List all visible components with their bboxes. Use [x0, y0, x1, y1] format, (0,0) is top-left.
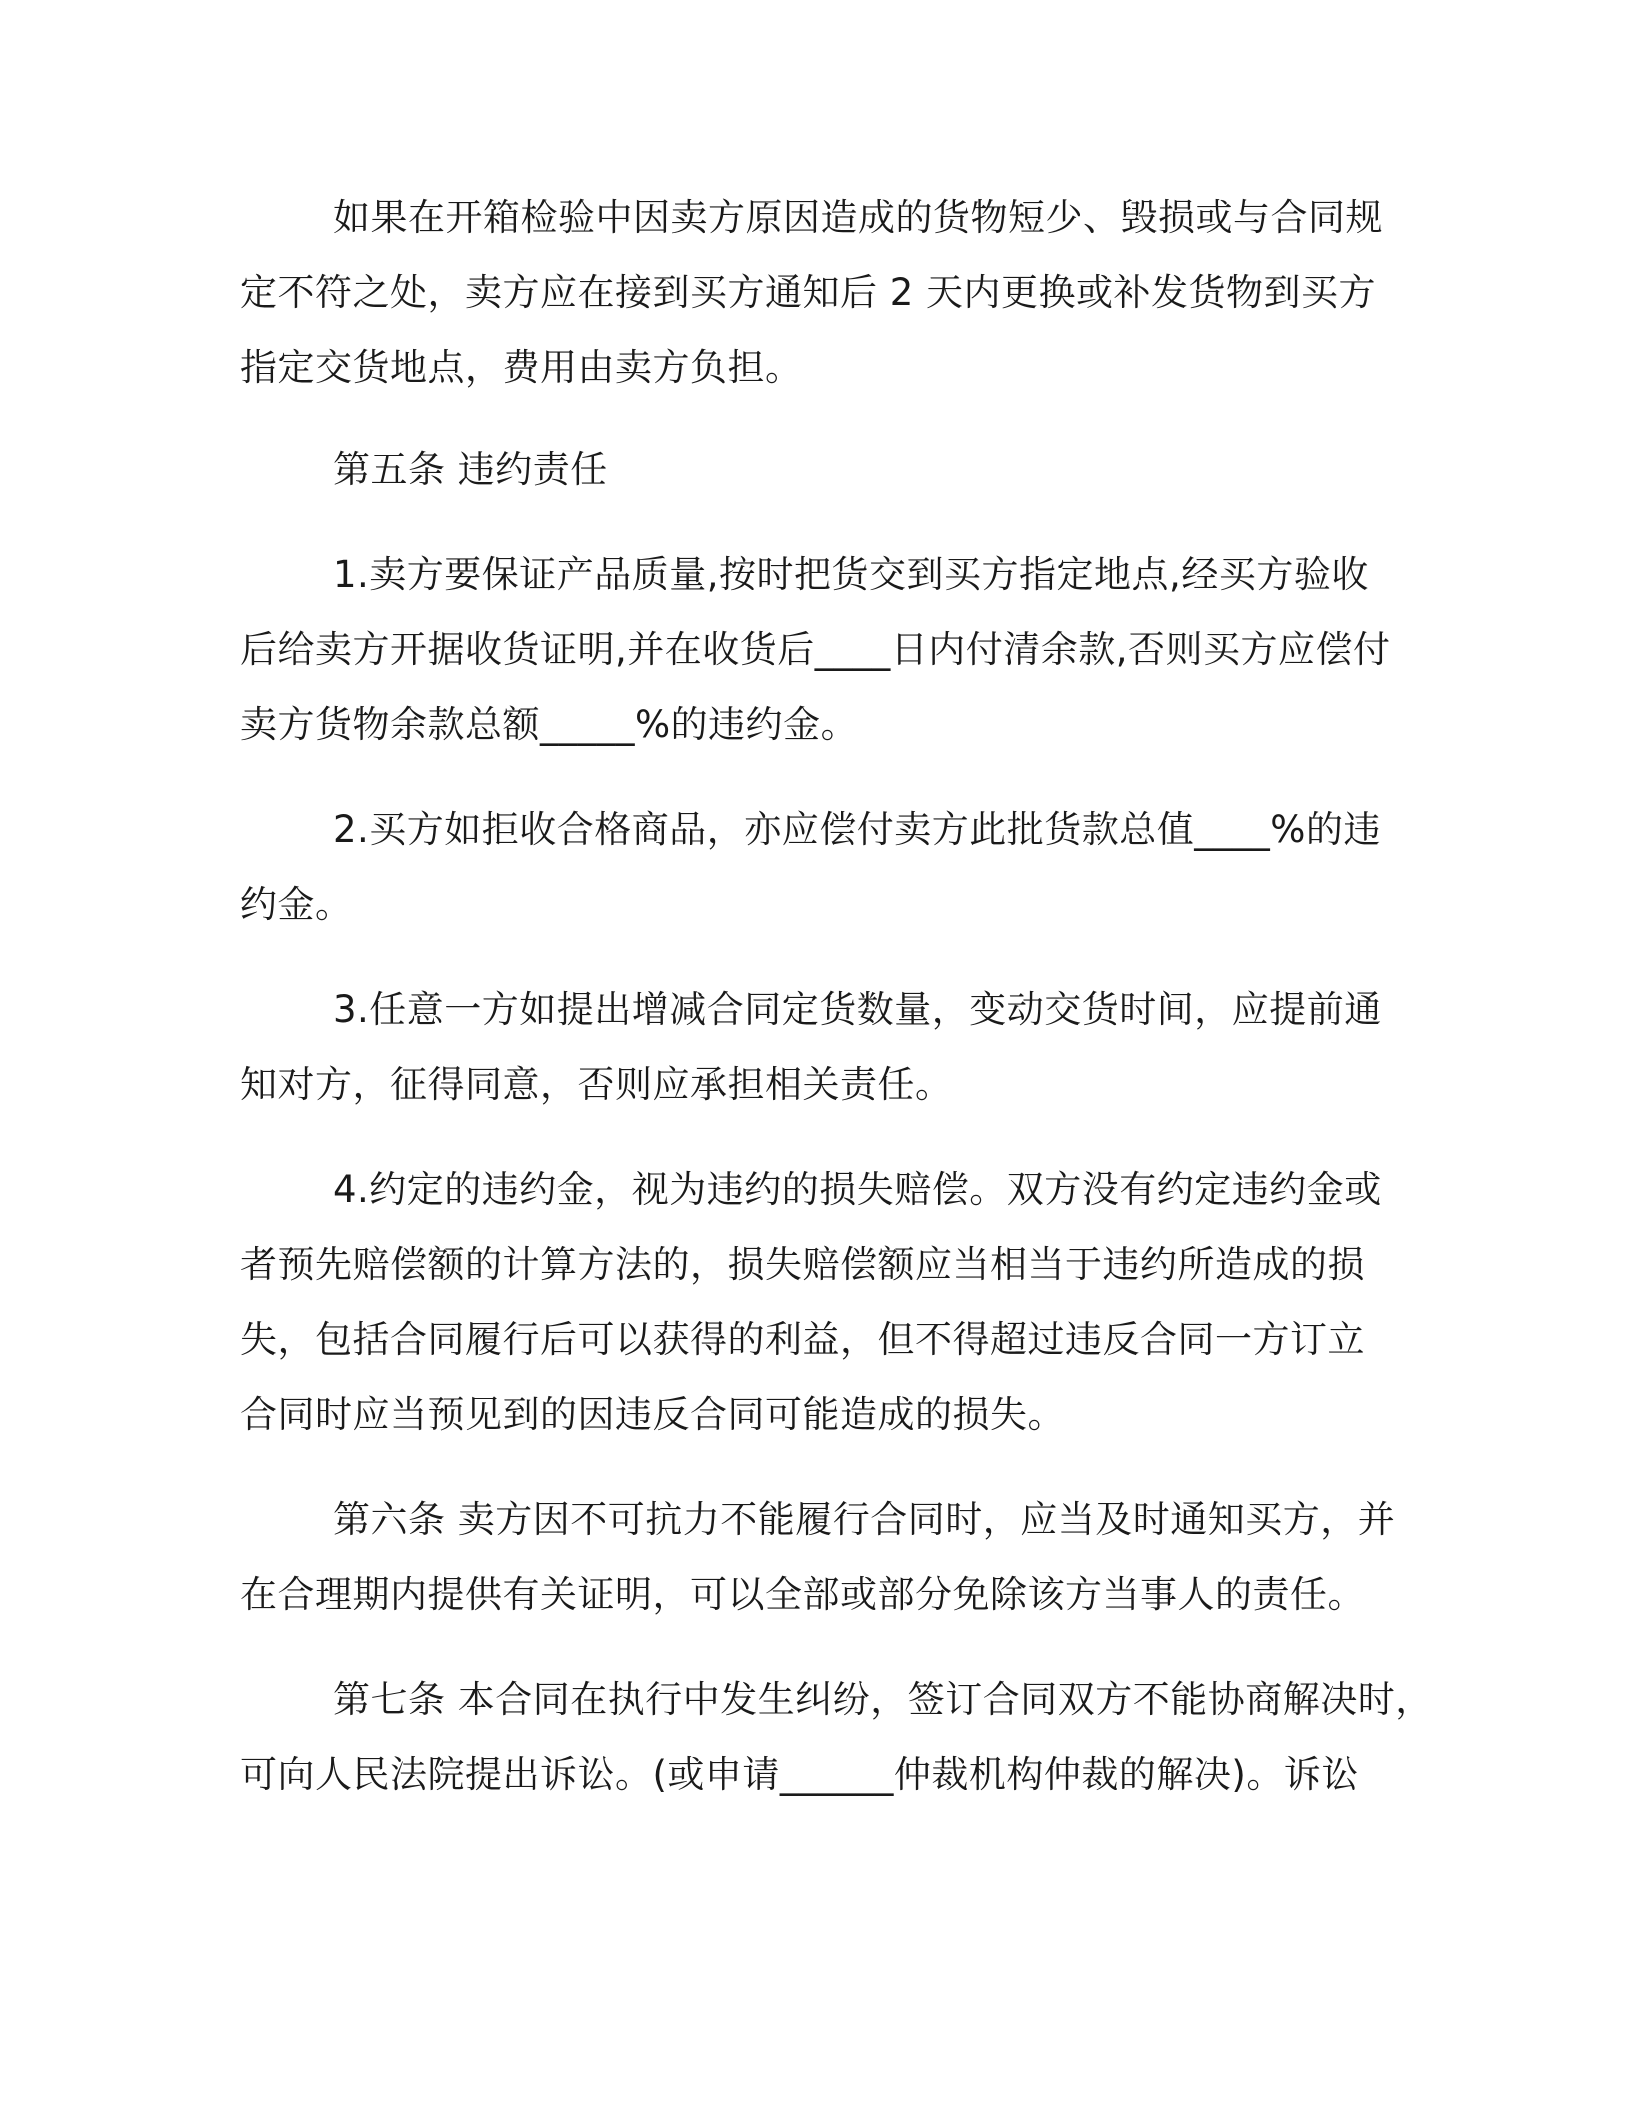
clause-4-line-2: 者预先赔偿额的计算方法的，损失赔偿额应当相当于违约所造成的损: [240, 1243, 1365, 1286]
paragraph-inspection-line-2: 定不符之处，卖方应在接到买方通知后 2 天内更换或补发货物到买方: [240, 271, 1377, 314]
article-7-line-1: 第七条 本合同在执行中发生纠纷，签订合同双方不能协商解决时，: [333, 1678, 1433, 1721]
clause-3-line-1: 3.任意一方如提出增减合同定货数量，变动交货时间，应提前通: [333, 988, 1382, 1031]
article-6-line-1: 第六条 卖方因不可抗力不能履行合同时，应当及时通知买方，并: [333, 1498, 1396, 1541]
clause-1-line-2: 后给卖方开据收货证明,并在收货后____日内付清余款,否则买方应偿付: [240, 628, 1391, 671]
clause-4-line-1: 4.约定的违约金，视为违约的损失赔偿。双方没有约定违约金或: [333, 1168, 1382, 1211]
article-7-line-2: 可向人民法院提出诉讼。(或申请______仲裁机构仲裁的解决)。诉讼: [240, 1753, 1359, 1796]
paragraph-inspection-line-3: 指定交货地点，费用由卖方负担。: [240, 346, 803, 389]
clause-1-line-3: 卖方货物余款总额_____%的违约金。: [240, 703, 859, 746]
clause-1-line-1: 1.卖方要保证产品质量,按时把货交到买方指定地点,经买方验收: [333, 553, 1369, 596]
clause-2-line-2: 约金。: [240, 883, 353, 926]
clause-2-line-1: 2.买方如拒收合格商品，亦应偿付卖方此批货款总值____%的违: [333, 808, 1381, 851]
article-5-heading: 第五条 违约责任: [333, 448, 608, 491]
clause-3-line-2: 知对方，征得同意，否则应承担相关责任。: [240, 1063, 953, 1106]
article-6-line-2: 在合理期内提供有关证明，可以全部或部分免除该方当事人的责任。: [240, 1573, 1365, 1616]
clause-4-line-3: 失，包括合同履行后可以获得的利益，但不得超过违反合同一方订立: [240, 1318, 1365, 1361]
clause-4-line-4: 合同时应当预见到的因违反合同可能造成的损失。: [240, 1393, 1065, 1436]
paragraph-inspection-line-1: 如果在开箱检验中因卖方原因造成的货物短少、毁损或与合同规: [333, 196, 1383, 239]
